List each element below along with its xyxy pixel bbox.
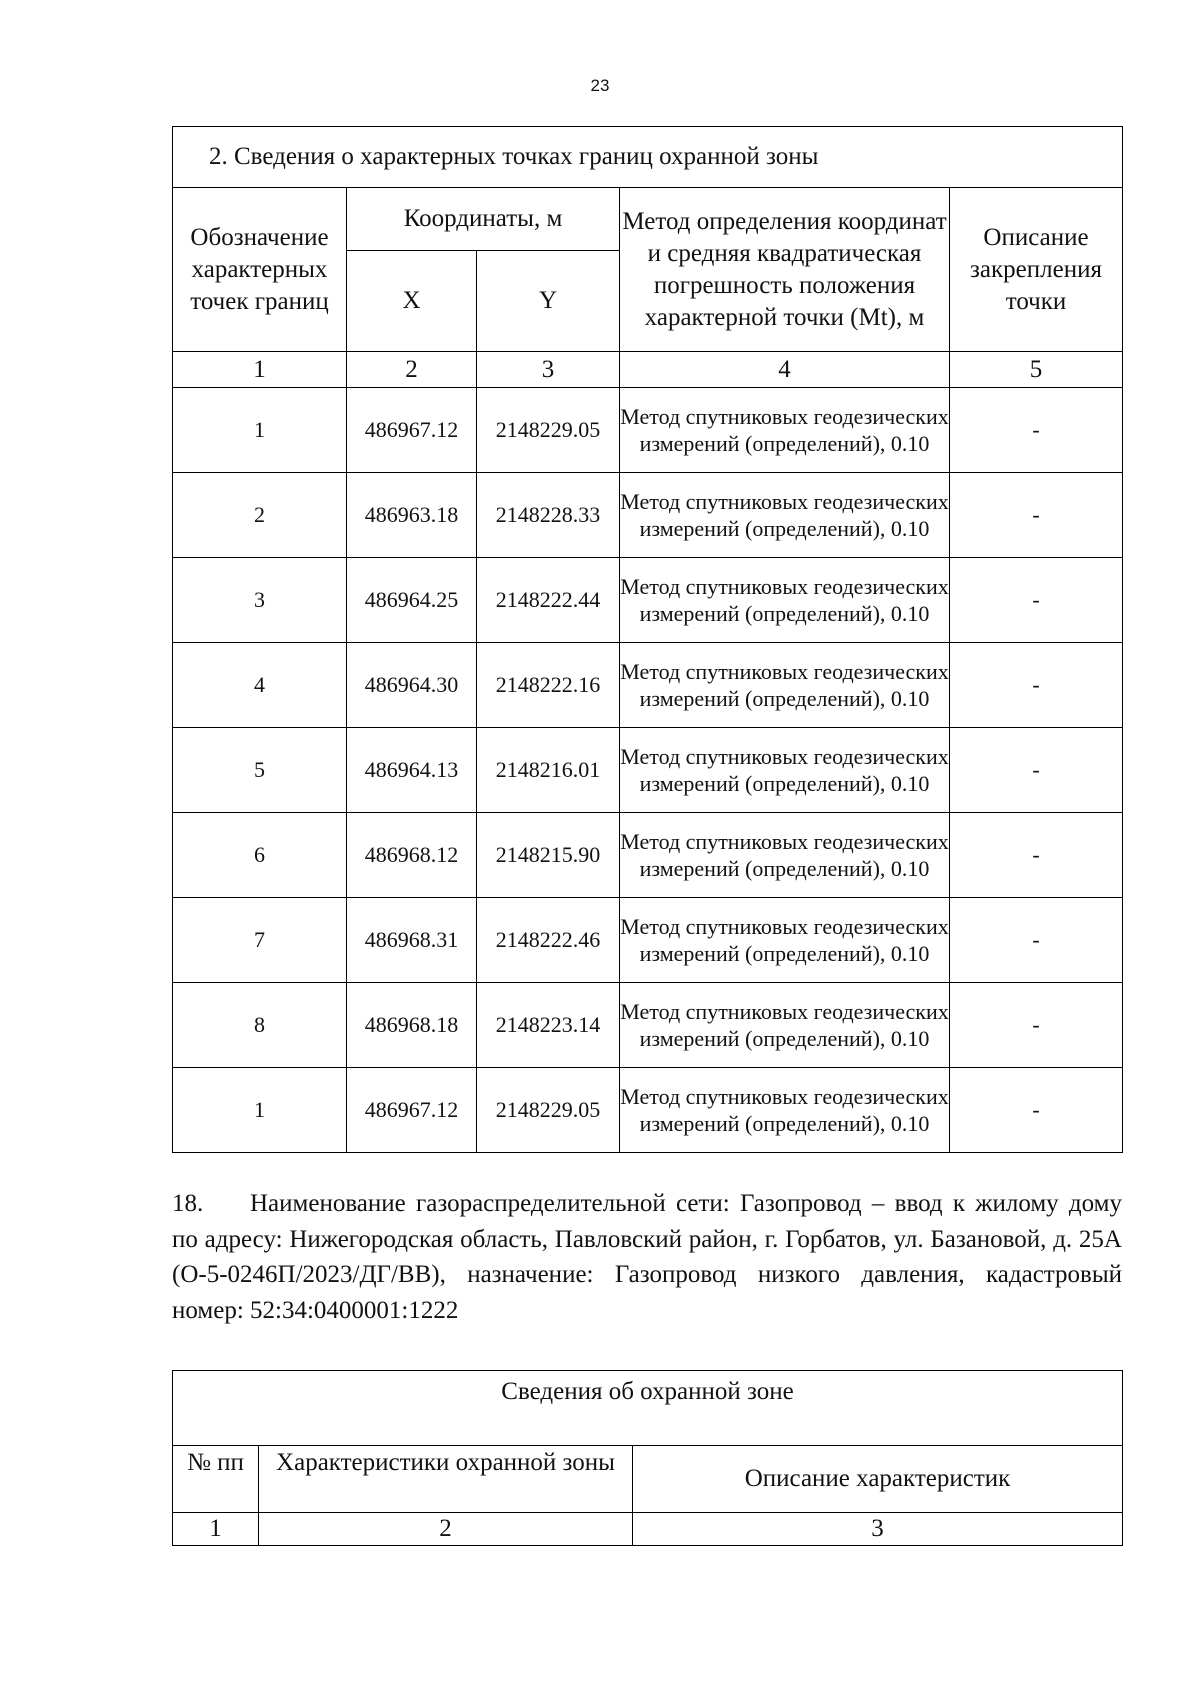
- point-cell: 8: [173, 983, 347, 1068]
- column-number: 3: [633, 1513, 1123, 1546]
- header-item-number: № пп: [173, 1446, 259, 1513]
- column-number: 5: [950, 352, 1123, 388]
- x-coordinate-cell: 486967.12: [347, 1068, 477, 1153]
- header-designation: Обозначение характерных точек границ: [173, 188, 347, 352]
- protection-zone-table: [172, 1370, 1123, 1546]
- table-row: [173, 643, 1123, 728]
- fixing-description-cell: -: [950, 813, 1123, 898]
- method-cell: Метод спутниковых геодезических измерений (определений), 0.10: [620, 813, 950, 898]
- point-cell: 2: [173, 473, 347, 558]
- x-coordinate-cell: 486968.31: [347, 898, 477, 983]
- method-cell: Метод спутниковых геодезических измерений (определений), 0.10: [620, 983, 950, 1068]
- zone-table-title: Сведения об охранной зоне: [173, 1371, 1123, 1446]
- x-coordinate-cell: 486964.25: [347, 558, 477, 643]
- column-number: 2: [347, 352, 477, 388]
- column-number: 1: [173, 1513, 259, 1546]
- fixing-description-cell: -: [950, 898, 1123, 983]
- column-number: 2: [259, 1513, 633, 1546]
- header-description: Описание закрепления точки: [950, 188, 1123, 352]
- y-coordinate-cell: 2148223.14: [477, 983, 620, 1068]
- header-characteristics: Характеристики охранной зоны: [259, 1446, 633, 1513]
- paragraph-text: Наименование газораспределительной сети: Газопровод – ввод к жилому дому по адресу: Нижегородская область, Павловский район, г. Горбатов, ул. Базановой, д. 25А (О-5-0246П/2023/ДГ/ВВ), назначение: Газопровод низкого давления, кадастровый номер: 52:34:0400001:1222: [172, 1190, 1122, 1324]
- boundary-points-table: [172, 126, 1123, 1153]
- table-row: [173, 1068, 1123, 1153]
- y-coordinate-cell: 2148222.46: [477, 898, 620, 983]
- method-cell: Метод спутниковых геодезических измерений (определений), 0.10: [620, 388, 950, 473]
- point-cell: 1: [173, 1068, 347, 1153]
- y-coordinate-cell: 2148222.44: [477, 558, 620, 643]
- header-characteristics-description: Описание характеристик: [633, 1446, 1123, 1513]
- header-coordinates: Координаты, м: [347, 188, 620, 251]
- point-cell: 7: [173, 898, 347, 983]
- header-x: X: [347, 251, 477, 352]
- table-row: [173, 983, 1123, 1068]
- page-number: 23: [590, 76, 610, 95]
- y-coordinate-cell: 2148229.05: [477, 1068, 620, 1153]
- column-number: 4: [620, 352, 950, 388]
- point-cell: 3: [173, 558, 347, 643]
- table-row: [173, 473, 1123, 558]
- fixing-description-cell: -: [950, 1068, 1123, 1153]
- column-number: 1: [173, 352, 347, 388]
- header-y: Y: [477, 251, 620, 352]
- network-paragraph: [172, 1186, 1122, 1328]
- fixing-description-cell: -: [950, 643, 1123, 728]
- x-coordinate-cell: 486967.12: [347, 388, 477, 473]
- fixing-description-cell: -: [950, 983, 1123, 1068]
- point-cell: 4: [173, 643, 347, 728]
- y-coordinate-cell: 2148229.05: [477, 388, 620, 473]
- fixing-description-cell: -: [950, 388, 1123, 473]
- table-row: [173, 388, 1123, 473]
- method-cell: Метод спутниковых геодезических измерений (определений), 0.10: [620, 558, 950, 643]
- table-row: [173, 728, 1123, 813]
- column-numbers-row: [173, 352, 1123, 388]
- point-cell: 1: [173, 388, 347, 473]
- method-cell: Метод спутниковых геодезических измерений (определений), 0.10: [620, 898, 950, 983]
- table-row: [173, 558, 1123, 643]
- method-cell: Метод спутниковых геодезических измерений (определений), 0.10: [620, 473, 950, 558]
- x-coordinate-cell: 486968.18: [347, 983, 477, 1068]
- method-cell: Метод спутниковых геодезических измерений (определений), 0.10: [620, 643, 950, 728]
- point-cell: 6: [173, 813, 347, 898]
- table-row: [173, 813, 1123, 898]
- x-coordinate-cell: 486964.30: [347, 643, 477, 728]
- fixing-description-cell: -: [950, 473, 1123, 558]
- y-coordinate-cell: 2148222.16: [477, 643, 620, 728]
- y-coordinate-cell: 2148216.01: [477, 728, 620, 813]
- header-method: Метод определения координат и средняя квадратическая погрешность положения характерной точки (Mt), м: [620, 188, 950, 352]
- column-number: 3: [477, 352, 620, 388]
- y-coordinate-cell: 2148228.33: [477, 473, 620, 558]
- fixing-description-cell: -: [950, 558, 1123, 643]
- method-cell: Метод спутниковых геодезических измерений (определений), 0.10: [620, 1068, 950, 1153]
- fixing-description-cell: -: [950, 728, 1123, 813]
- paragraph-number: 18.: [172, 1190, 204, 1217]
- table-caption: 2. Сведения о характерных точках границ охранной зоны: [173, 127, 1123, 188]
- point-cell: 5: [173, 728, 347, 813]
- y-coordinate-cell: 2148215.90: [477, 813, 620, 898]
- table-row: [173, 898, 1123, 983]
- x-coordinate-cell: 486968.12: [347, 813, 477, 898]
- x-coordinate-cell: 486964.13: [347, 728, 477, 813]
- method-cell: Метод спутниковых геодезических измерений (определений), 0.10: [620, 728, 950, 813]
- x-coordinate-cell: 486963.18: [347, 473, 477, 558]
- points-table-body: [173, 388, 1123, 1153]
